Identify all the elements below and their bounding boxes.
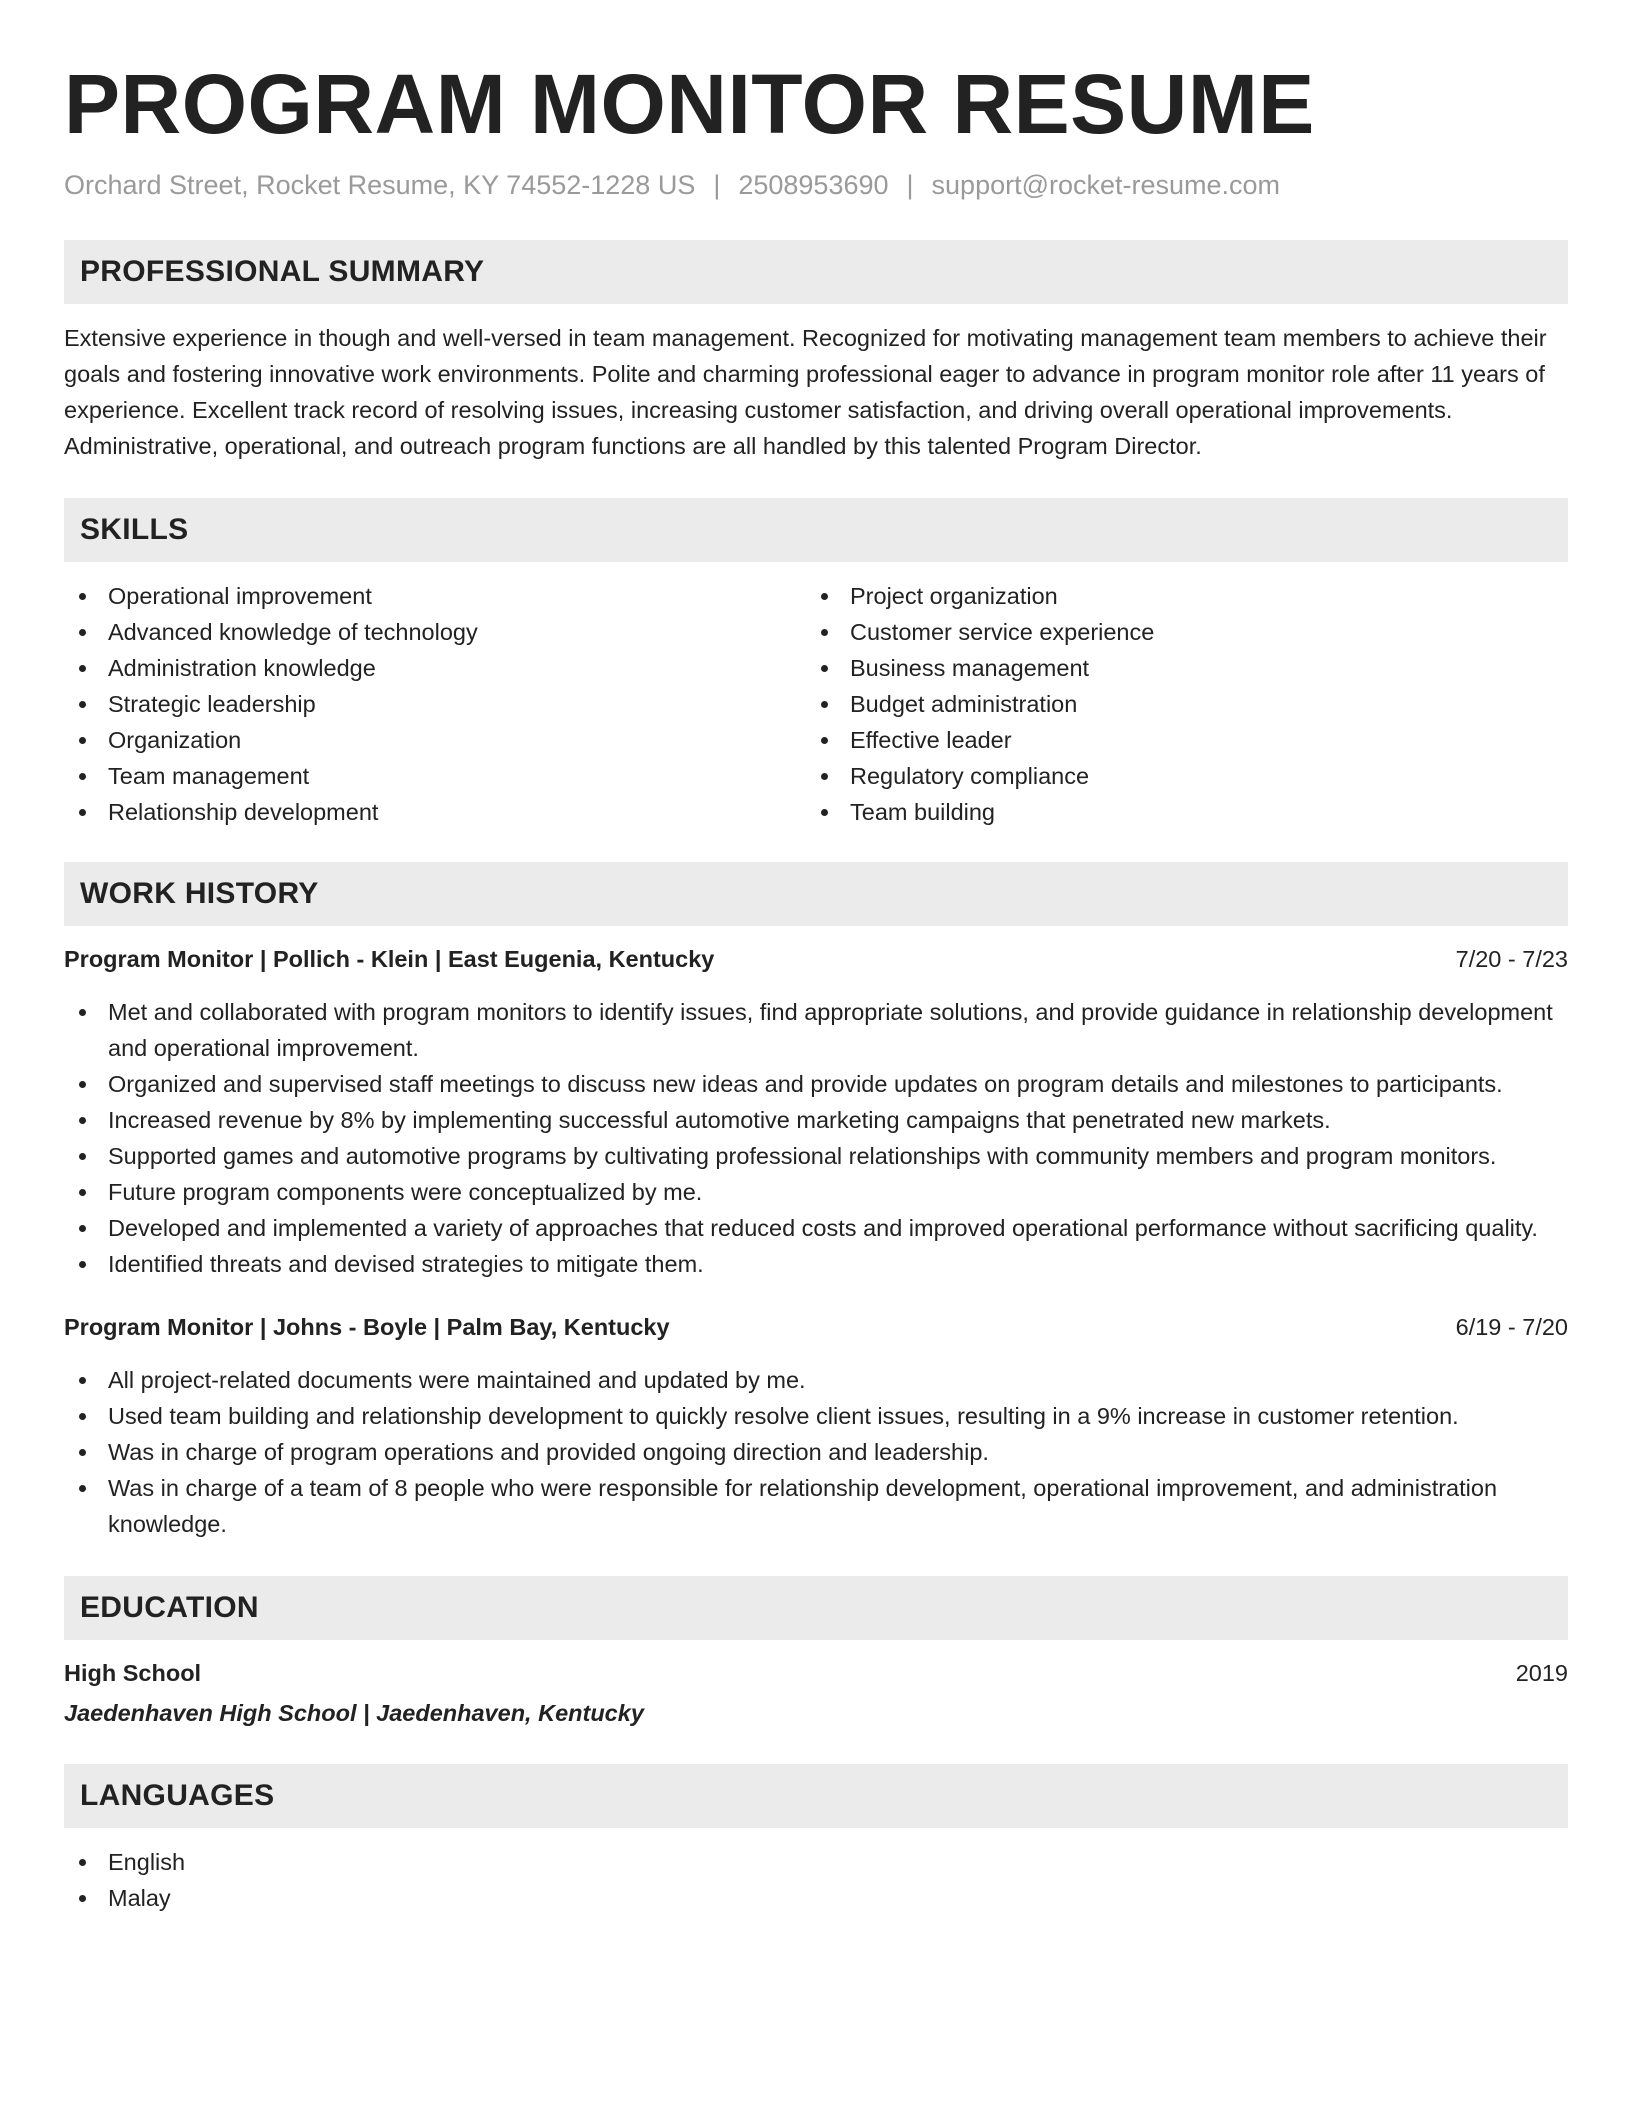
contact-separator: | <box>713 170 721 200</box>
education-degree: High School <box>64 1660 202 1686</box>
summary-text: Extensive experience in though and well-versed in team management. Recognized for motivating management team members to achieve their goals and fostering innovative work environments. Polite and charming professional eager to advance in program monitor role after 11 years of experience. Excellent track record of resolving issues, increasing customer satisfaction, and driving overall operational improvements. Administrative, operational, and outreach program functions are all handled by this talented Program Director. <box>64 325 1547 459</box>
contact-email: support@rocket-resume.com <box>931 170 1281 200</box>
language-item: English <box>64 1844 1568 1880</box>
job-header <box>64 1310 1568 1344</box>
job-title: Program Monitor | Johns - Boyle | Palm Bay, Kentucky <box>64 1314 670 1340</box>
education-header <box>64 1656 1568 1690</box>
job-title: Program Monitor | Pollich - Klein | East Eugenia, Kentucky <box>64 946 715 972</box>
skills-grid <box>64 578 1568 830</box>
job-bullet: Was in charge of program operations and provided ongoing direction and leadership. <box>64 1434 1568 1470</box>
skill-item: Customer service experience <box>806 614 1548 650</box>
skill-item: Organization <box>64 722 806 758</box>
job-dates: 7/20 - 7/23 <box>1455 946 1568 972</box>
languages-list <box>64 1844 1568 1916</box>
skill-item: Relationship development <box>64 794 806 830</box>
job-dates: 6/19 - 7/20 <box>1455 1314 1568 1340</box>
language-item: Malay <box>64 1880 1568 1916</box>
job-entry <box>64 942 1568 1282</box>
skill-item: Team building <box>806 794 1548 830</box>
contact-line <box>64 168 1568 202</box>
contact-phone: 2508953690 <box>738 170 889 200</box>
job-bullet: Identified threats and devised strategies to mitigate them. <box>64 1246 1568 1282</box>
skill-item: Advanced knowledge of technology <box>64 614 806 650</box>
skill-item: Regulatory compliance <box>806 758 1548 794</box>
job-bullet: Met and collaborated with program monitors to identify issues, find appropriate solutions, and provide guidance in relationship development and operational improvement. <box>64 994 1568 1066</box>
skill-item: Operational improvement <box>64 578 806 614</box>
skill-item: Strategic leadership <box>64 686 806 722</box>
contact-address: Orchard Street, Rocket Resume, KY 74552-1228 US <box>64 170 696 200</box>
contact-separator: | <box>906 170 914 200</box>
job-bullet: Organized and supervised staff meetings to discuss new ideas and provide updates on program details and milestones to participants. <box>64 1066 1568 1102</box>
job-bullet: Developed and implemented a variety of approaches that reduced costs and improved operational performance without sacrificing quality. <box>64 1210 1568 1246</box>
education-year: 2019 <box>1515 1660 1568 1686</box>
section-header-summary: PROFESSIONAL SUMMARY <box>64 240 1568 304</box>
skills-column-right <box>806 578 1548 830</box>
job-header <box>64 942 1568 976</box>
job-bullet: Supported games and automotive programs by cultivating professional relationships with community members and program monitors. <box>64 1138 1568 1174</box>
skill-item: Project organization <box>806 578 1548 614</box>
job-bullet: Increased revenue by 8% by implementing successful automotive marketing campaigns that penetrated new markets. <box>64 1102 1568 1138</box>
skill-item: Effective leader <box>806 722 1548 758</box>
section-header-education: EDUCATION <box>64 1576 1568 1640</box>
skill-item: Team management <box>64 758 806 794</box>
resume-content <box>64 58 1568 1916</box>
skill-item: Administration knowledge <box>64 650 806 686</box>
education-school: Jaedenhaven High School | Jaedenhaven, Kentucky <box>64 1700 644 1726</box>
job-bullet: Used team building and relationship development to quickly resolve client issues, resulting in a 9% increase in customer retention. <box>64 1398 1568 1434</box>
job-bullets <box>64 1362 1568 1542</box>
job-bullet: Was in charge of a team of 8 people who were responsible for relationship development, operational improvement, and administration knowledge. <box>64 1470 1568 1542</box>
section-header-work: WORK HISTORY <box>64 862 1568 926</box>
skill-item: Budget administration <box>806 686 1548 722</box>
skill-item: Business management <box>806 650 1548 686</box>
job-bullet: Future program components were conceptualized by me. <box>64 1174 1568 1210</box>
resume-name: PROGRAM MONITOR RESUME <box>64 57 1315 151</box>
job-bullets <box>64 994 1568 1282</box>
section-header-skills: SKILLS <box>64 498 1568 562</box>
skills-column-left <box>64 578 806 830</box>
job-entry <box>64 1310 1568 1542</box>
job-bullet: All project-related documents were maintained and updated by me. <box>64 1362 1568 1398</box>
section-header-languages: LANGUAGES <box>64 1764 1568 1828</box>
